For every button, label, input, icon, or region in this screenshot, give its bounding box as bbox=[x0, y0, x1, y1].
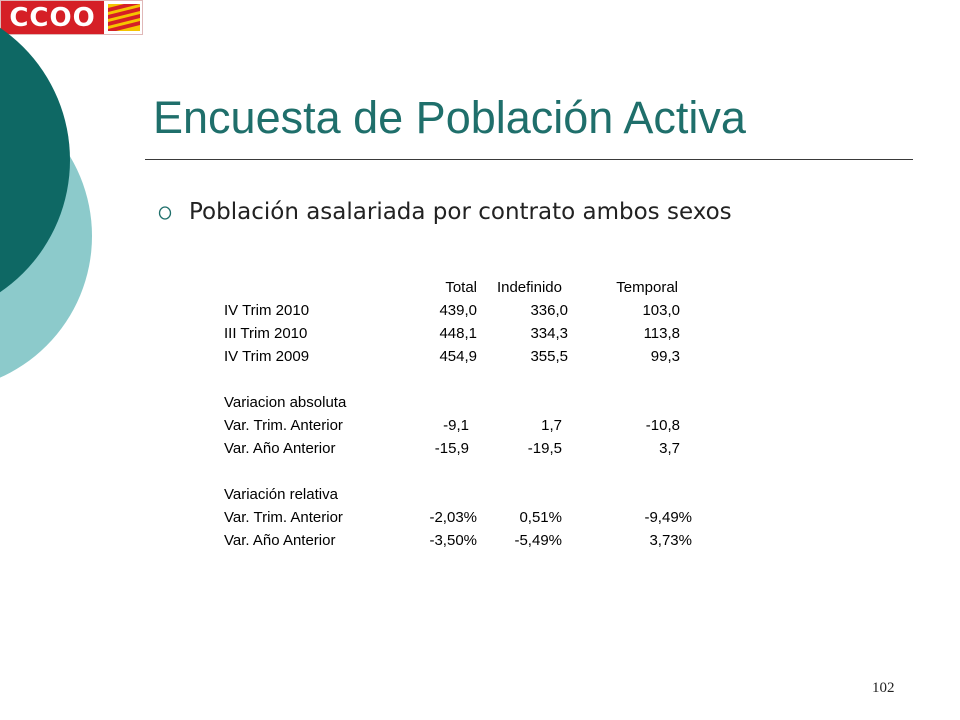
table-row bbox=[224, 299, 692, 322]
cell-indefinido: 0,51% bbox=[519, 509, 562, 526]
cell-temporal: -10,8 bbox=[645, 417, 680, 434]
table-section-row bbox=[224, 391, 692, 414]
cell-temporal: -9,49% bbox=[644, 509, 692, 526]
table-row bbox=[224, 414, 692, 437]
cell-indefinido: -19,5 bbox=[527, 440, 562, 457]
header-temporal: Temporal bbox=[616, 279, 678, 296]
section-label: Variación relativa bbox=[224, 486, 338, 503]
table-section-row bbox=[224, 483, 692, 506]
row-label: IV Trim 2009 bbox=[224, 348, 310, 365]
title-divider bbox=[145, 159, 913, 160]
table-row bbox=[224, 345, 692, 368]
header-label bbox=[224, 276, 402, 299]
bullet-text: Población asalariada por contrato ambos sexos bbox=[189, 199, 732, 225]
cell-total: -2,03% bbox=[429, 509, 477, 526]
cell-total: -15,9 bbox=[434, 440, 469, 457]
table-row bbox=[224, 506, 692, 529]
row-label: Var. Trim. Anterior bbox=[224, 509, 343, 526]
cell-indefinido: -5,49% bbox=[514, 532, 562, 549]
row-label: Var. Trim. Anterior bbox=[224, 417, 343, 434]
table-row bbox=[224, 529, 692, 552]
row-label: Var. Año Anterior bbox=[224, 440, 336, 457]
decorative-circles bbox=[0, 0, 100, 380]
section-label: Variacion absoluta bbox=[224, 394, 347, 411]
cell-indefinido: 336,0 bbox=[530, 302, 568, 319]
table-header-row bbox=[224, 276, 692, 299]
cell-total: 439,0 bbox=[439, 302, 477, 319]
cell-total: -9,1 bbox=[443, 417, 469, 434]
cell-temporal: 99,3 bbox=[650, 348, 680, 365]
page-number: 102 bbox=[872, 680, 895, 696]
cell-indefinido: 355,5 bbox=[530, 348, 568, 365]
employment-table bbox=[224, 276, 692, 552]
header-indefinido: Indefinido bbox=[496, 279, 562, 296]
aragon-flag-icon bbox=[108, 4, 140, 31]
row-label: IV Trim 2010 bbox=[224, 302, 310, 319]
cell-temporal: 103,0 bbox=[642, 302, 680, 319]
table-spacer-row bbox=[224, 460, 692, 483]
row-label: III Trim 2010 bbox=[224, 325, 308, 342]
cell-total: -3,50% bbox=[429, 532, 477, 549]
table-spacer-row bbox=[224, 368, 692, 391]
slide-title: Encuesta de Población Activa bbox=[153, 92, 746, 143]
cell-temporal: 3,7 bbox=[659, 440, 680, 457]
bullet-circle-icon bbox=[158, 205, 172, 221]
cell-indefinido: 1,7 bbox=[541, 417, 562, 434]
cell-temporal: 3,73% bbox=[649, 532, 692, 549]
logo-text: CCOO bbox=[1, 1, 104, 34]
cell-indefinido: 334,3 bbox=[530, 325, 568, 342]
table-row bbox=[224, 322, 692, 345]
cell-temporal: 113,8 bbox=[643, 325, 680, 342]
table-row bbox=[224, 437, 692, 460]
header-total: Total bbox=[445, 279, 477, 296]
cell-total: 454,9 bbox=[439, 348, 477, 365]
row-label: Var. Año Anterior bbox=[224, 532, 336, 549]
cell-total: 448,1 bbox=[439, 325, 477, 342]
